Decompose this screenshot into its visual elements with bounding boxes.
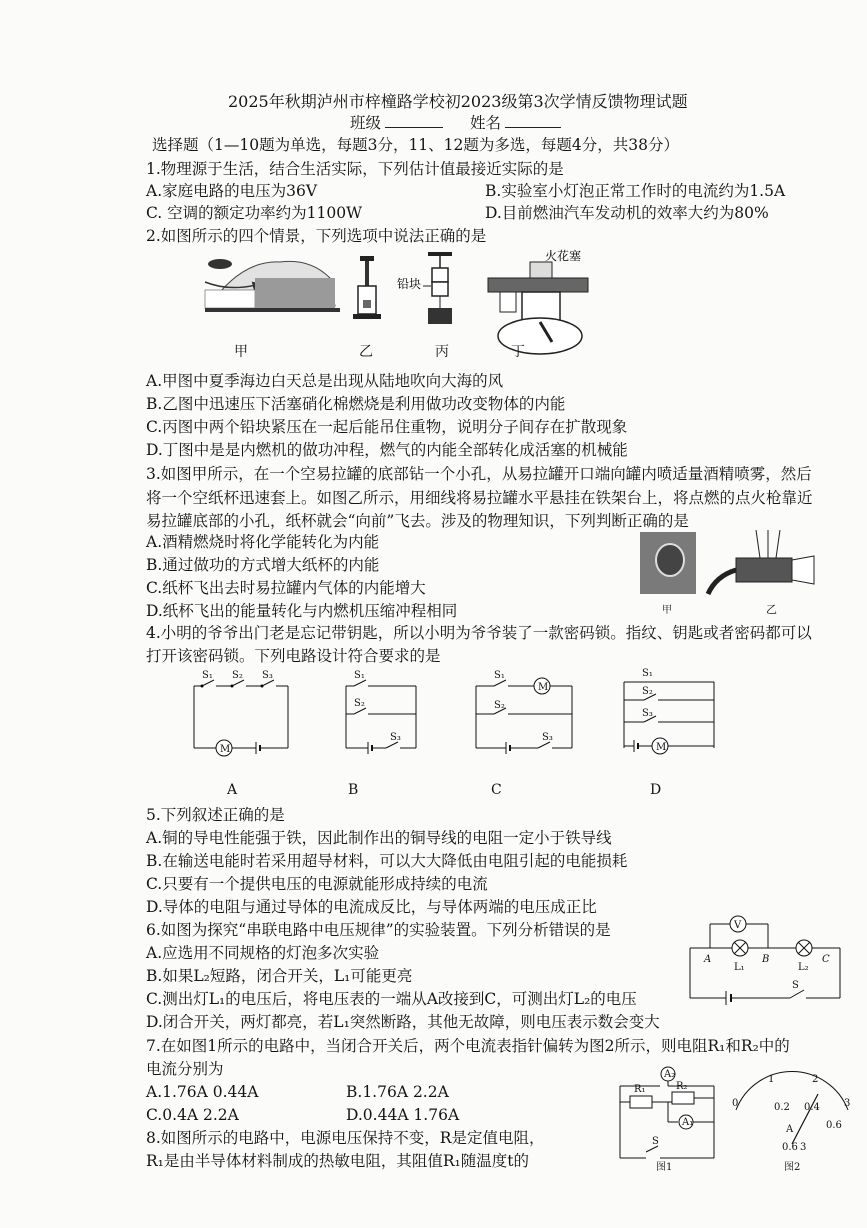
- name-blank[interactable]: [505, 113, 561, 128]
- q8-stem-line2: R₁是由半导体材料制成的热敏电阻，其阻值R₁随温度t的: [146, 1152, 529, 1170]
- q6-stem: 6.如图为探究“串联电路中电压规律”的实验装置。下列分析错误的是: [146, 921, 611, 939]
- q4-stem-line2: 打开该密码锁。下列电路设计符合要求的是: [146, 647, 441, 665]
- class-blank[interactable]: [385, 113, 443, 128]
- q3-option-c: C.纸杯飞出去时易拉罐内气体的内能增大: [146, 579, 426, 597]
- svg-text:A: A: [704, 954, 712, 965]
- q7-figures: [612, 1062, 862, 1172]
- svg-text:S: S: [792, 980, 799, 991]
- q5-option-d: D.导体的电阻与通过导体的电流成反比，与导体两端的电压成正比: [146, 898, 597, 916]
- circuit-c: [476, 670, 572, 754]
- q7-stem-line2: 电流分别为: [146, 1060, 224, 1078]
- svg-text:C: C: [822, 954, 830, 965]
- q5-stem: 5.下列叙述正确的是: [146, 806, 285, 824]
- q3-stem-line1: 3.如图甲所示，在一个空易拉罐的底部钻一个小孔，从易拉罐开口端向罐内喷适量酒精喷雾，然后: [146, 465, 812, 483]
- svg-text:2: 2: [812, 1074, 819, 1085]
- svg-text:L₁: L₁: [734, 962, 745, 973]
- svg-text:A: A: [786, 1124, 794, 1135]
- svg-text:S₂: S₂: [354, 698, 365, 709]
- svg-text:R₂: R₂: [676, 1081, 688, 1092]
- q2-label-bing: 丙: [435, 344, 449, 360]
- q3-label-yi: 乙: [766, 603, 777, 616]
- q4-stem-line1: 4.小明的爷爷出门老是忘记带钥匙，所以小明为爷爷装了一款密码锁。指纹、钥匙或者密码都可以: [146, 624, 812, 642]
- q1-stem: 1.物理源于生活，结合生活实际，下列估计值最接近实际的是: [146, 160, 564, 178]
- q7-stem-line1: 7.在如图1所示的电路中，当闭合开关后，两个电流表指针偏转为图2所示，则电阻R₁和R₂中的: [146, 1037, 790, 1055]
- circuit-a: [194, 670, 288, 756]
- svg-text:A₂: A₂: [664, 1069, 676, 1080]
- q3-stem-line2: 将一个空纸杯迅速套上。如图乙所示，用细线将易拉罐水平悬挂在铁架台上，将点燃的点火枪靠近: [146, 489, 813, 507]
- svg-text:R₁: R₁: [634, 1084, 646, 1095]
- circuit-d: [624, 668, 714, 754]
- q1-option-a: A.家庭电路的电压为36V: [146, 182, 318, 200]
- spark-plug-label: 火花塞: [545, 249, 582, 263]
- q3-option-d: D.纸杯飞出的能量转化与内燃机压缩冲程相同: [146, 602, 458, 620]
- q2-stem: 2.如图所示的四个情景，下列选项中说法正确的是: [146, 227, 487, 245]
- svg-text:M: M: [220, 744, 231, 755]
- lead-block-label: 铅块: [397, 277, 422, 291]
- page-title: 2025年秋期泸州市梓橦路学校初2023级第3次学情反馈物理试题: [228, 92, 688, 111]
- q1-option-c: C. 空调的额定功率约为1100W: [146, 204, 363, 222]
- q3-label-jia: 甲: [662, 605, 672, 616]
- scene-jia: [205, 259, 340, 312]
- svg-text:0.2: 0.2: [774, 1102, 790, 1113]
- q8-stem-line1: 8.如图所示的电路中，电源电压保持不变，R是定值电阻，: [146, 1129, 545, 1147]
- svg-text:0.6: 0.6: [826, 1120, 842, 1131]
- svg-text:S₁: S₁: [354, 670, 365, 681]
- svg-text:S₁: S₁: [494, 670, 505, 681]
- q2-option-c: C.丙图中两个铅块紧压在一起后能吊住重物，说明分子间存在扩散现象: [146, 418, 628, 436]
- svg-text:S₂: S₂: [494, 700, 505, 711]
- svg-text:B: B: [762, 954, 770, 965]
- svg-text:S₂: S₂: [232, 670, 243, 681]
- svg-text:3: 3: [844, 1098, 851, 1109]
- q4-label-d: D: [650, 782, 662, 798]
- scene-bing: [397, 252, 452, 324]
- svg-text:1: 1: [768, 1074, 775, 1085]
- q6-option-c: C.测出灯L₁的电压后，将电压表的一端从A改接到C，可测出灯L₂的电压: [146, 990, 637, 1008]
- q2-label-yi: 乙: [359, 344, 373, 360]
- svg-text:M: M: [656, 742, 667, 753]
- circuit-b: [346, 670, 416, 754]
- q6-option-b: B.如果L₂短路，闭合开关，L₁可能更亮: [146, 967, 413, 985]
- class-label: 班级: [350, 113, 443, 133]
- q2-label-jia: 甲: [234, 344, 248, 360]
- q6-figure: [686, 908, 846, 1014]
- q5-option-c: C.只要有一个提供电压的电源就能形成持续的电流: [146, 875, 488, 893]
- q3-stem-line3: 易拉罐底部的小孔，纸杯就会“向前”飞去。涉及的物理知识，下列判断正确的是: [146, 512, 689, 530]
- q4-label-c: C: [491, 782, 502, 798]
- q6-option-a: A.应选用不同规格的灯泡多次实验: [146, 944, 380, 962]
- q4-label-b: B: [348, 782, 359, 798]
- q7-option-c: C.0.4A 2.2A: [146, 1106, 239, 1124]
- q3-option-a: A.酒精燃烧时将化学能转化为内能: [146, 533, 380, 551]
- svg-text:S: S: [652, 1136, 659, 1147]
- svg-text:L₂: L₂: [798, 962, 809, 973]
- name-label: 姓名: [470, 113, 561, 133]
- q1-option-d: D.目前燃油汽车发动机的效率大约为80%: [485, 204, 769, 222]
- q5-option-a: A.铜的导电性能强于铁，因此制作出的铜导线的电阻一定小于铁导线: [146, 829, 612, 847]
- q2-option-b: B.乙图中迅速压下活塞硝化棉燃烧是利用做功改变物体的内能: [146, 395, 566, 413]
- scene-ding: [488, 248, 588, 354]
- q3-option-b: B.通过做功的方式增大纸杯的内能: [146, 556, 380, 574]
- svg-text:图2: 图2: [784, 1162, 801, 1172]
- q7-option-b: B.1.76A 2.2A: [346, 1083, 449, 1101]
- q2-figure: [200, 248, 620, 366]
- svg-text:0: 0: [732, 1098, 739, 1109]
- q2-label-ding: 丁: [511, 344, 525, 360]
- svg-text:S₁: S₁: [642, 668, 653, 679]
- scene-yi: [353, 256, 381, 319]
- q6-option-d: D.闭合开关，两灯都亮，若L₁突然断路，其他无故障，则电压表示数会变大: [146, 1013, 660, 1031]
- svg-text:V: V: [734, 920, 742, 931]
- q7-option-d: D.0.44A 1.76A: [346, 1106, 460, 1124]
- q2-option-a: A.甲图中夏季海边白天总是出现从陆地吹向大海的风: [146, 372, 504, 390]
- svg-text:M: M: [538, 682, 549, 693]
- svg-text:S₂: S₂: [642, 686, 653, 697]
- svg-text:S₃: S₃: [262, 670, 273, 681]
- svg-text:S₁: S₁: [202, 670, 213, 681]
- svg-text:S₃: S₃: [542, 732, 553, 743]
- svg-text:0.4: 0.4: [804, 1102, 820, 1113]
- q2-option-d: D.丁图中是是内燃机的做功冲程，燃气的内能全部转化成活塞的机械能: [146, 441, 628, 459]
- svg-text:3: 3: [800, 1142, 807, 1153]
- q7-option-a: A.1.76A 0.44A: [146, 1083, 259, 1101]
- svg-text:S₃: S₃: [390, 732, 401, 743]
- q4-label-a: A: [227, 782, 238, 798]
- q1-option-b: B.实验室小灯泡正常工作时的电流约为1.5A: [485, 182, 786, 200]
- q4-circuits: [188, 668, 728, 760]
- section-heading: 选择题（1—10题为单选，每题3分，11、12题为多选，每题4分，共38分）: [152, 136, 679, 154]
- q5-option-b: B.在输送电能时若采用超导材料，可以大大降低由电阻引起的电能损耗: [146, 852, 628, 870]
- svg-text:0.6: 0.6: [782, 1142, 798, 1153]
- svg-text:A₁: A₁: [682, 1117, 694, 1128]
- svg-text:S₃: S₃: [642, 708, 653, 719]
- svg-text:图1: 图1: [656, 1162, 673, 1172]
